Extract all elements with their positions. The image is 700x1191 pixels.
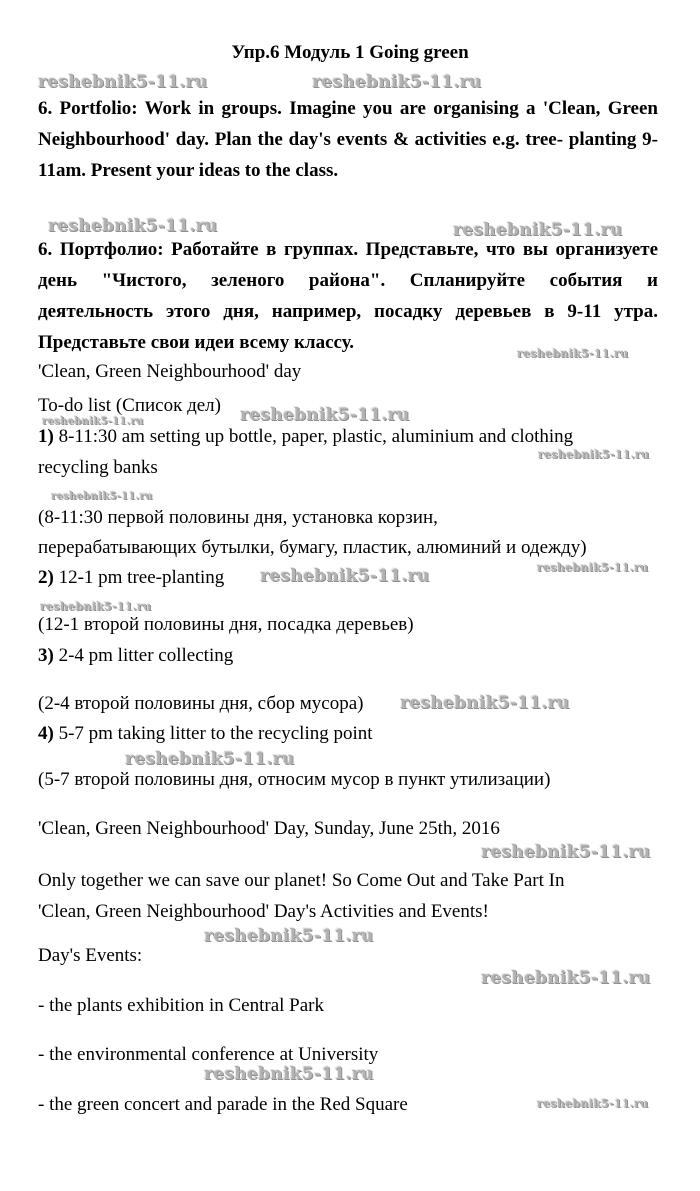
todo-item-2 xyxy=(38,567,224,589)
item-number: 2) xyxy=(38,567,54,588)
item-number: 4) xyxy=(38,723,54,744)
watermark: reshebnik5-11.ru xyxy=(240,405,410,425)
todo-item-1-ru-cont: перерабатывающих бутылки, бумагу, пластик, алюминий и одежду) xyxy=(38,537,587,558)
watermark: reshebnik5-11.ru xyxy=(517,347,629,360)
watermark: reshebnik5-11.ru xyxy=(481,842,651,862)
item-text-en: 2-4 pm litter collecting xyxy=(58,645,234,666)
page-title: Упр.6 Модуль 1 Going green xyxy=(231,42,469,63)
watermark: reshebnik5-11.ru xyxy=(204,926,374,946)
item-text-en: 8-11:30 am setting up bottle, paper, plastic, aluminium and clothing xyxy=(58,426,574,447)
watermark: reshebnik5-11.ru xyxy=(51,491,153,502)
todo-item-3-ru: (2-4 второй половины дня, сбор мусора) xyxy=(38,693,364,714)
watermark: reshebnik5-11.ru xyxy=(538,448,650,461)
watermark: reshebnik5-11.ru xyxy=(38,72,208,92)
item-number: 1) xyxy=(38,426,54,447)
watermark: reshebnik5-11.ru xyxy=(481,968,651,988)
event-item: - the plants exhibition in Central Park xyxy=(38,995,325,1016)
watermark: reshebnik5-11.ru xyxy=(537,1097,649,1110)
watermark: reshebnik5-11.ru xyxy=(40,600,152,613)
watermark: reshebnik5-11.ru xyxy=(453,220,623,240)
watermark: reshebnik5-11.ru xyxy=(204,1064,374,1084)
event-item: - the green concert and parade in the Red Square xyxy=(38,1094,408,1115)
todo-item-1-ru: (8-11:30 первой половины дня, установка корзин, xyxy=(38,507,438,528)
watermark: reshebnik5-11.ru xyxy=(312,72,482,92)
task-english: 6. Portfolio: Work in groups. Imagine you are organising a 'Clean, Green Neighbourhood' day. Plan the day's events & activities e.g. tree- planting 9-11am. Present your ideas to the class. xyxy=(38,98,658,181)
todo-item-4-ru: (5-7 второй половины дня, относим мусор в пункт утилизации) xyxy=(38,769,551,790)
item-text-en: 12-1 pm tree-planting xyxy=(58,567,225,588)
watermark: reshebnik5-11.ru xyxy=(537,561,649,574)
day-title: 'Clean, Green Neighbourhood' day xyxy=(38,361,302,382)
task-russian: 6. Портфолио: Работайте в группах. Представьте, что вы организуете день "Чистого, зеленого района". Спланируйте события и деятельность этого дня, например, посадку деревьев в 9-11 утра. Представьте свои идеи всему классу. xyxy=(38,239,658,353)
events-label: Day's Events: xyxy=(38,945,143,966)
todo-item-4 xyxy=(38,723,373,745)
todo-item-3 xyxy=(38,645,233,667)
todo-item-1 xyxy=(38,426,573,448)
watermark: reshebnik5-11.ru xyxy=(48,216,218,236)
slogan-line-2: 'Clean, Green Neighbourhood' Day's Activities and Events! xyxy=(38,901,489,922)
announcement: 'Clean, Green Neighbourhood' Day, Sunday, June 25th, 2016 xyxy=(38,818,500,839)
todo-label: To-do list (Список дел) xyxy=(38,395,221,416)
watermark: reshebnik5-11.ru xyxy=(400,693,570,713)
slogan-line-1: Only together we can save our planet! So Come Out and Take Part In xyxy=(38,870,565,891)
watermark: reshebnik5-11.ru xyxy=(42,416,144,427)
todo-item-2-ru: (12-1 второй половины дня, посадка деревьев) xyxy=(38,614,414,635)
item-number: 3) xyxy=(38,645,54,666)
watermark: reshebnik5-11.ru xyxy=(125,749,295,769)
watermark: reshebnik5-11.ru xyxy=(260,566,430,586)
event-item: - the environmental conference at University xyxy=(38,1044,379,1065)
todo-item-1-cont: recycling banks xyxy=(38,457,158,478)
item-text-en: 5-7 pm taking litter to the recycling point xyxy=(58,723,373,744)
